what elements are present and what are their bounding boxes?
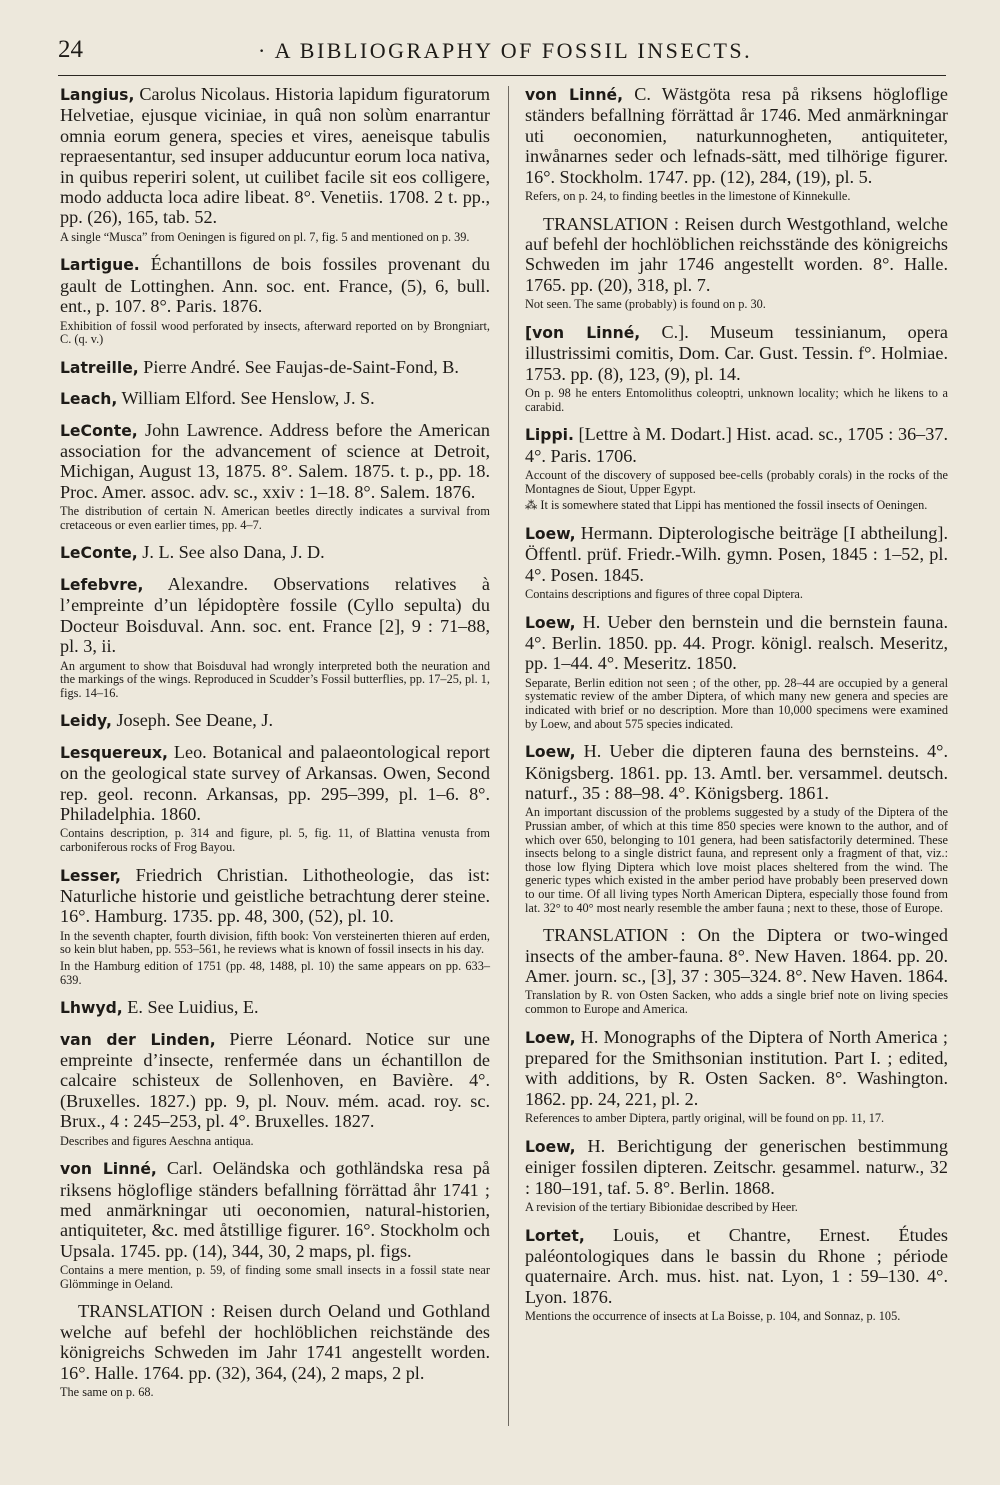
bibliography-entry (525, 322, 948, 384)
entry-author: Lortet, (525, 1226, 585, 1245)
entry-annotation: References to amber Diptera, partly original, will be found on pp. 11, 17. (525, 1111, 885, 1126)
entry-annotation: An important discussion of the problems suggested by a study of the Diptera of the Prussian amber, of which at this time 850 species were known to the author, and of which over 650, belonging to 101 genera, had been satisfactorily determined. These insects belong to a single district fauna, and represent only a fragment of that, viz.: those low flying Diptera which love moist places sheltered from the wind. The generic types which existed in the amber period have probably been preserved down to our time. Of all living types North American Diptera, especially those found from lat. 32° to 40° most nearly resemble the amber fauna ; next to these, those of Europe. (525, 805, 948, 915)
entry-author: Lesser, (60, 866, 121, 885)
entry-citation: H. Berichtigung der generischen bestimmung einiger fossilen dipteren. Zeitschr. gesammel. naturw., 32 : 180–191, taf. 5. 8°. Berlin. 1868. (525, 1135, 948, 1198)
entry-annotation: In the Hamburg edition of 1751 (pp. 48, 1488, pl. 10) the same appears on pp. 633–639. (60, 958, 490, 987)
bibliography-entry (60, 574, 490, 657)
entry-citation: C. Wästgöta resa på riksens högloflige ständers befallning förrättad år 1746. Med anmärkningar uti oeconomien, naturkunnogheten, antiquiteter, inwånarnes seder och lefnads-sätt, med tilhörige figurer. 16°. Stockholm. 1747. pp. (12), 284, (19), pl. 5. (525, 84, 948, 187)
entry-citation: [Lettre à M. Dodart.] Hist. acad. sc., 1705 : 36–37. 4°. Paris. 1706. (525, 424, 948, 466)
bibliography-entry (60, 997, 490, 1018)
entry-annotation: Translation by R. von Osten Sacken, who adds a single brief note on living species common to Europe and America. (525, 988, 948, 1017)
bibliography-entry (525, 741, 948, 803)
bibliography-entry (60, 420, 490, 503)
entry-author: Leidy, (60, 712, 112, 731)
page-number: 24 (58, 36, 83, 63)
entry-citation: J. L. See also Dana, J. D. (137, 542, 325, 563)
entry-citation: C.]. Museum tessinianum, opera illustrissimi comitis, Dom. Car. Gust. Tessin. f°. Holmiae. 1753. pp. (8), 123, (9), pl. 14. (525, 321, 948, 384)
entry-author: Loew, (525, 613, 576, 632)
right-column (525, 84, 948, 1324)
bibliography-entry (525, 523, 948, 585)
entry-author: Lhwyd, (60, 999, 123, 1018)
entry-annotation: Account of the discovery of supposed bee-cells (probably corals) in the rocks of the Montagnes de Siout, Upper Egypt. (525, 468, 948, 496)
entry-annotation: Not seen. The same (probably) is found on p. 30. (525, 297, 766, 312)
entry-citation: Carolus Nicolaus. Historia lapidum figuratorum Helvetiae, ejusque viciniae, in quâ non solùm enarrantur omnia eorum genera, species et vires, aeneisque tabulis repraesentantur, sed insuper adducuntur eorum loca nativa, in quibus reperiri solent, ut cuilibet facile sit eos colligere, modo adducta loca adire libeat. 8°. Venetiis. 1708. 2 t. pp., pp. (26), 165, tab. 52. (60, 84, 490, 228)
entry-citation: Alexandre. Observations relatives à l’empreinte d’un lépidoptère fossile (Cyllo sepulta) du Docteur Boisduval. Ann. soc. ent. France [2], 9 : 71–88, pl. 3, ii. (60, 573, 490, 657)
entry-citation: Carl. Oeländska och gothländska resa på riksens högloflige ständers befallning förrättad åhr 1741 ; med anmärkningar uti oeconomien, natural-historien, antiquiteter, &c. med åtstillige figurer. 16°. Stockholm och Upsala. 1745. pp. (14), 344, 30, 2 maps, pl. figs. (60, 1158, 490, 1261)
bibliography-entry (525, 84, 948, 187)
entry-annotation: Separate, Berlin edition not seen ; of the other, pp. 28–44 are occupied by a general systematic review of the amber Diptera, of which many new genera and species are indicated with brief or no description. More than 10,000 specimens were examined by Loew, and about 575 species indicated. (525, 675, 948, 731)
entry-annotation: Mentions the occurrence of insects at La Boisse, p. 104, and Sonnaz, p. 105. (525, 1309, 901, 1324)
entry-annotation: Contains description, p. 314 and figure, pl. 5, fig. 11, of Blattina venusta from carboniferous rocks of Frog Bayou. (60, 826, 490, 854)
bibliography-entry (60, 388, 490, 409)
entry-citation: Hermann. Dipterologische beiträge [I abtheilung]. Öffentl. prüf. Friedr.-Wilh. gymn. Posen, 1845 : 1–52, pl. 4°. Posen. 1845. (525, 522, 948, 585)
entry-author: LeConte, (60, 421, 138, 440)
bibliography-entry (60, 742, 490, 825)
entry-citation: E. See Luidius, E. (122, 997, 259, 1018)
entry-translation: TRANSLATION : Reisen durch Westgothland, welche auf befehl der hochlöblichen reichsstände des königreichs Schweden im jahr 1746 angestellt worden. 8°. Halle. 1765. pp. (20), 318, pl. 7. (525, 213, 948, 295)
bibliography-entry (525, 424, 948, 466)
entry-annotation: On p. 98 he enters Entomolithus coleoptri, unknown locality; which he likens to a carabid. (525, 386, 948, 414)
entry-author: von Linné, (60, 1160, 157, 1179)
bibliography-entry (60, 710, 490, 731)
entry-author: Leach, (60, 390, 118, 409)
entry-citation: H. Ueber den bernstein und die bernstein fauna. 4°. Berlin. 1850. pp. 44. Progr. königl. realsch. Meseritz, pp. 1–44. 4°. Meseritz. 1850. (525, 611, 948, 674)
bibliography-entry (60, 84, 490, 228)
entry-annotation: The same on p. 68. (60, 1384, 154, 1399)
entry-citation: Louis, et Chantre, Ernest. Études paléontologiques dans le bassin du Rhone ; période quaternaire. Arch. mus. hist. nat. Lyon, 1 : 59–130. 4°. Lyon. 1876. (525, 1224, 948, 1307)
entry-annotation: Contains descriptions and figures of three copal Diptera. (525, 587, 803, 602)
bibliography-entry (60, 254, 490, 316)
entry-citation: Joseph. See Deane, J. (111, 710, 274, 731)
bibliography-entry (60, 1029, 490, 1132)
bibliography-entry (525, 612, 948, 674)
bibliography-entry (525, 1027, 948, 1110)
running-title: · A BIBLIOGRAPHY OF FOSSIL INSECTS. (258, 38, 753, 63)
entry-citation: Pierre Léonard. Notice sur une empreinte d’insecte, renfermée dans un échantillon de calcaire schisteux de Sollenhoven, en Bavière. 4°. (Bruxelles. 1827.) pp. 9, pl. Nouv. mém. acad. roy. sc. Brux., 4 : 245–253, pl. 4°. Bruxelles. 1827. (60, 1028, 490, 1132)
entry-annotation: A single “Musca” from Oeningen is figured on pl. 7, fig. 5 and mentioned on p. 39. (60, 229, 470, 244)
bibliography-entry (60, 865, 490, 927)
entry-author: van der Linden, (60, 1030, 216, 1049)
entry-citation: William Elford. See Henslow, J. S. (117, 388, 375, 409)
bibliography-entry (60, 542, 490, 563)
left-column (60, 84, 490, 1400)
entry-author: LeConte, (60, 544, 138, 563)
entry-author: Loew, (525, 524, 576, 543)
column-divider (508, 86, 509, 1426)
entry-annotation: ⁂ It is somewhere stated that Lippi has mentioned the fossil insects of Oeningen. (525, 498, 928, 513)
entry-author: Loew, (525, 1028, 576, 1047)
entry-author: Lippi. (525, 426, 574, 445)
entry-annotation: Exhibition of fossil wood perforated by insects, afterward reported on by Brongniart, C. (q. v.) (60, 318, 490, 347)
entry-translation: TRANSLATION : On the Diptera or two-winged insects of the amber-fauna. 8°. New Haven. 1864. pp. 20. Amer. journ. sc., [3], 37 : 305–324. 8°. New Haven. 1864. (525, 925, 948, 987)
entry-annotation: An argument to show that Boisduval had wrongly interpreted both the neuration and the markings of the wings. Reproduced in Scudder’s Fossil butterflies, pp. 17–25, pl. 1, figs. 14–16. (60, 658, 490, 700)
entry-author: Lesquereux, (60, 743, 168, 762)
entry-author: [von Linné, (525, 323, 641, 342)
entry-author: Latreille, (60, 358, 139, 377)
entry-citation: H. Ueber die dipteren fauna des bernsteins. 4°. Königsberg. 1861. pp. 13. Amtl. ber. versammel. deutsch. naturf., 35 : 88–98. 4°. Königsberg. 1861. (525, 741, 948, 804)
entry-author: Lartigue. (60, 256, 140, 275)
entry-annotation: Refers, on p. 24, to finding beetles in the limestone of Kinnekulle. (525, 189, 851, 204)
entry-citation: H. Monographs of the Diptera of North America ; prepared for the Smithsonian institution. Part I. ; edited, with additions, by R. Osten Sacken. 8°. Washington. 1862. pp. 24, 221, pl. 2. (525, 1026, 948, 1109)
entry-translation: TRANSLATION : Reisen durch Oeland und Gothland welche auf befehl der hochlöblichen reichstände des königreichs Schweden im Jahr 1741 angestellt worden. 16°. Halle. 1764. pp. (32), 364, (24), 2 maps, 2 pl. (60, 1301, 490, 1383)
entry-annotation: Contains a mere mention, p. 59, of finding some small insects in a fossil state near Glömminge in Oeland. (60, 1263, 490, 1291)
entry-author: Langius, (60, 86, 135, 104)
entry-citation: Leo. Botanical and palaeontological report on the geological state survey of Arkansas. Owen, Second rep. geol. reconn. Arkansas, pp. 295–399, pl. 1–6. 8°. Philadelphia. 1860. (60, 741, 490, 824)
bibliography-entry (525, 1225, 948, 1308)
entry-author: Loew, (525, 1137, 576, 1156)
bibliography-entry (525, 1136, 948, 1198)
entry-author: Lefebvre, (60, 575, 144, 594)
entry-annotation: A revision of the tertiary Bibionidae described by Heer. (525, 1200, 798, 1215)
entry-annotation: In the seventh chapter, fourth division, fifth book: Von versteinerten thieren auf erden, so kein blut haben, pp. 553–561, he reviews what is known of fossil insects in his day. (60, 928, 490, 957)
bibliography-entry (60, 357, 490, 378)
entry-citation: Friedrich Christian. Lithotheologie, das ist: Naturliche historie und geistliche betrachtung derer steine. 16°. Hamburg. 1735. pp. 48, 300, (52), pl. 10. (60, 864, 490, 927)
entry-citation: Pierre André. See Faujas-de-Saint-Fond, B. (138, 356, 459, 377)
entry-author: von Linné, (525, 86, 624, 104)
header-rule (58, 75, 946, 76)
entry-author: Loew, (525, 743, 576, 762)
entry-citation: John Lawrence. Address before the American association for the advancement of science at Detroit, Michigan, August 13, 1875. 8°. Salem. 1875. t. p., pp. 18. Proc. Amer. assoc. adv. sc., xxiv : 1–18. 8°. Salem. 1876. (60, 419, 490, 502)
entry-annotation: The distribution of certain N. American beetles directly indicates a survival from cretaceous or even earlier times, pp. 4–7. (60, 504, 490, 532)
entry-annotation: Describes and figures Aeschna antiqua. (60, 1133, 254, 1148)
entry-citation: Échantillons de bois fossiles provenant du gault de Lottinghen. Ann. soc. ent. France, (5), 6, bull. ent., p. 107. 8°. Paris. 1876. (60, 254, 490, 317)
bibliography-entry (60, 1158, 490, 1261)
